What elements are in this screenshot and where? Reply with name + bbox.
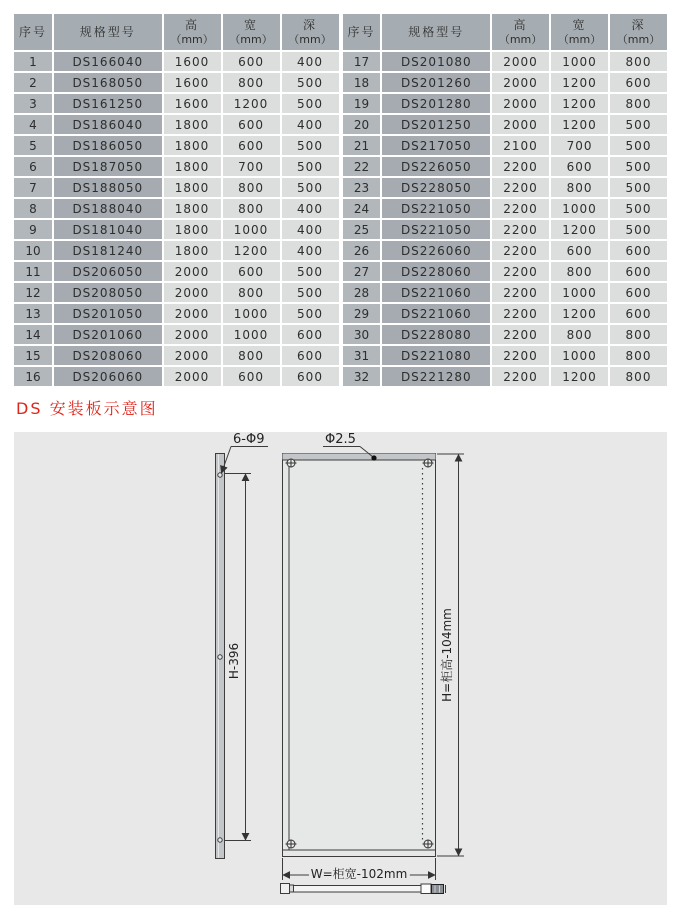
row-index-cell: 24 — [343, 199, 381, 218]
width-cell: 800 — [223, 178, 280, 197]
depth-cell: 600 — [282, 367, 339, 386]
front-view — [283, 454, 436, 857]
height-cell: 2200 — [492, 178, 549, 197]
width-cell: 600 — [223, 136, 280, 155]
height-cell: 2000 — [492, 94, 549, 113]
height-cell: 2200 — [492, 367, 549, 386]
spec-row — [343, 178, 668, 197]
width-cell: 1000 — [223, 325, 280, 344]
col-header-model: 规格型号 — [54, 14, 162, 50]
model-cell: DS221060 — [382, 304, 490, 323]
width-cell: 600 — [223, 262, 280, 281]
height-cell: 2200 — [492, 199, 549, 218]
side-hole-bottom — [218, 838, 222, 842]
spec-row — [14, 325, 339, 344]
row-index-cell: 13 — [14, 304, 52, 323]
model-cell: DS188040 — [54, 199, 162, 218]
spec-row — [343, 325, 668, 344]
width-cell: 1200 — [551, 304, 608, 323]
spec-row — [14, 157, 339, 176]
spec-row — [343, 304, 668, 323]
depth-cell: 500 — [282, 304, 339, 323]
depth-cell: 500 — [610, 136, 667, 155]
row-index-cell: 2 — [14, 73, 52, 92]
spec-row — [343, 283, 668, 302]
model-cell: DS201050 — [54, 304, 162, 323]
width-cell: 800 — [551, 262, 608, 281]
spec-row — [14, 94, 339, 113]
height-cell: 1600 — [164, 73, 221, 92]
height-cell: 2200 — [492, 220, 549, 239]
technical-drawing — [14, 432, 667, 905]
model-cell: DS208060 — [54, 346, 162, 365]
model-cell: DS186040 — [54, 115, 162, 134]
spec-row — [343, 199, 668, 218]
height-cell: 2200 — [492, 262, 549, 281]
height-cell: 2000 — [492, 115, 549, 134]
spec-row — [14, 220, 339, 239]
height-cell: 1800 — [164, 220, 221, 239]
col-header-model: 规格型号 — [382, 14, 490, 50]
height-cell: 2000 — [492, 73, 549, 92]
model-cell: DS208050 — [54, 283, 162, 302]
model-cell: DS217050 — [382, 136, 490, 155]
reference-dot — [371, 455, 376, 460]
depth-cell: 600 — [610, 241, 667, 260]
bar-end-detail — [432, 885, 446, 894]
spec-row — [14, 241, 339, 260]
model-cell: DS181240 — [54, 241, 162, 260]
depth-cell: 500 — [282, 94, 339, 113]
depth-cell: 400 — [282, 115, 339, 134]
row-index-cell: 20 — [343, 115, 381, 134]
height-cell: 2200 — [492, 283, 549, 302]
model-cell: DS186050 — [54, 136, 162, 155]
section-title: DS 安装板示意图 — [16, 399, 158, 418]
model-cell: DS201260 — [382, 73, 490, 92]
plate-height-label: H=柜高-104mm — [440, 608, 454, 702]
model-cell: DS206060 — [54, 367, 162, 386]
model-cell: DS166040 — [54, 52, 162, 71]
row-index-cell: 23 — [343, 178, 381, 197]
height-cell: 1800 — [164, 136, 221, 155]
model-cell: DS201080 — [382, 52, 490, 71]
height-cell: 2000 — [164, 346, 221, 365]
depth-cell: 400 — [282, 220, 339, 239]
depth-cell: 500 — [610, 178, 667, 197]
height-cell: 2000 — [492, 52, 549, 71]
depth-cell: 500 — [610, 115, 667, 134]
bar-left-cap — [281, 884, 290, 894]
model-cell: DS228060 — [382, 262, 490, 281]
row-index-cell: 3 — [14, 94, 52, 113]
side-view — [216, 454, 225, 859]
width-cell: 800 — [223, 199, 280, 218]
row-index-cell: 7 — [14, 178, 52, 197]
width-cell: 1000 — [223, 220, 280, 239]
depth-cell: 400 — [282, 241, 339, 260]
model-cell: DS228050 — [382, 178, 490, 197]
height-cell: 1800 — [164, 157, 221, 176]
depth-cell: 600 — [282, 346, 339, 365]
row-index-cell: 6 — [14, 157, 52, 176]
row-index-cell: 25 — [343, 220, 381, 239]
spec-row — [14, 199, 339, 218]
depth-cell: 600 — [282, 325, 339, 344]
depth-cell: 800 — [610, 367, 667, 386]
model-cell: DS221050 — [382, 199, 490, 218]
model-cell: DS221050 — [382, 220, 490, 239]
row-index-cell: 11 — [14, 262, 52, 281]
width-cell: 800 — [551, 178, 608, 197]
model-cell: DS181040 — [54, 220, 162, 239]
row-index-cell: 27 — [343, 262, 381, 281]
spec-row — [14, 73, 339, 92]
spec-table-right — [341, 12, 670, 388]
row-index-cell: 29 — [343, 304, 381, 323]
spec-row — [14, 367, 339, 386]
width-cell: 800 — [223, 283, 280, 302]
callout-holes — [222, 432, 269, 473]
depth-cell: 600 — [610, 304, 667, 323]
spec-row — [343, 220, 668, 239]
depth-cell: 500 — [282, 136, 339, 155]
width-cell: 1200 — [551, 94, 608, 113]
spec-header-row — [14, 14, 339, 50]
row-index-cell: 8 — [14, 199, 52, 218]
top-view-bar — [281, 884, 446, 894]
width-cell: 800 — [223, 346, 280, 365]
row-index-cell: 1 — [14, 52, 52, 71]
model-cell: DS226060 — [382, 241, 490, 260]
width-cell: 1000 — [223, 304, 280, 323]
col-header-index: 序号 — [14, 14, 52, 50]
row-index-cell: 12 — [14, 283, 52, 302]
col-header-width: 宽 （mm） — [223, 14, 280, 50]
plate-width-label: W=柜宽-102mm — [310, 867, 408, 881]
depth-cell: 500 — [282, 178, 339, 197]
depth-cell: 500 — [610, 220, 667, 239]
width-cell: 1200 — [551, 73, 608, 92]
depth-cell: 500 — [282, 157, 339, 176]
depth-cell: 400 — [282, 52, 339, 71]
side-hole-middle — [218, 655, 222, 659]
side-height-label: H-396 — [227, 642, 241, 680]
width-cell: 1000 — [551, 199, 608, 218]
depth-cell: 500 — [610, 199, 667, 218]
width-cell: 1200 — [551, 115, 608, 134]
row-index-cell: 9 — [14, 220, 52, 239]
row-index-cell: 21 — [343, 136, 381, 155]
height-cell: 2200 — [492, 304, 549, 323]
row-index-cell: 31 — [343, 346, 381, 365]
width-cell: 1000 — [551, 52, 608, 71]
depth-cell: 800 — [610, 325, 667, 344]
spec-row — [14, 52, 339, 71]
side-hole-top — [218, 473, 222, 477]
spec-row — [343, 136, 668, 155]
spec-row — [343, 157, 668, 176]
depth-cell: 800 — [610, 94, 667, 113]
width-cell: 600 — [551, 157, 608, 176]
height-cell: 2200 — [492, 157, 549, 176]
col-header-depth: 深 （mm） — [610, 14, 667, 50]
depth-cell: 400 — [282, 199, 339, 218]
model-cell: DS228080 — [382, 325, 490, 344]
width-cell: 700 — [551, 136, 608, 155]
height-cell: 2000 — [164, 262, 221, 281]
depth-cell: 500 — [610, 157, 667, 176]
spec-row — [343, 241, 668, 260]
width-cell: 800 — [551, 325, 608, 344]
height-cell: 2000 — [164, 283, 221, 302]
height-cell: 1600 — [164, 94, 221, 113]
model-cell: DS221080 — [382, 346, 490, 365]
height-cell: 2200 — [492, 241, 549, 260]
height-cell: 2000 — [164, 304, 221, 323]
row-index-cell: 17 — [343, 52, 381, 71]
model-cell: DS221280 — [382, 367, 490, 386]
mounting-plate-diagram — [14, 432, 667, 905]
model-cell: DS201060 — [54, 325, 162, 344]
spec-row — [343, 94, 668, 113]
model-cell: DS201250 — [382, 115, 490, 134]
col-header-depth: 深 （mm） — [282, 14, 339, 50]
spec-row — [14, 178, 339, 197]
spec-row — [14, 346, 339, 365]
row-index-cell: 19 — [343, 94, 381, 113]
spec-row — [14, 283, 339, 302]
height-cell: 2000 — [164, 367, 221, 386]
depth-cell: 800 — [610, 346, 667, 365]
width-cell: 800 — [223, 73, 280, 92]
model-cell: DS206050 — [54, 262, 162, 281]
col-header-height: 高 （mm） — [164, 14, 221, 50]
row-index-cell: 15 — [14, 346, 52, 365]
width-cell: 1200 — [223, 241, 280, 260]
model-cell: DS221060 — [382, 283, 490, 302]
row-index-cell: 28 — [343, 283, 381, 302]
width-cell: 1200 — [223, 94, 280, 113]
spec-table-section — [12, 12, 669, 388]
model-cell: DS226050 — [382, 157, 490, 176]
model-cell: DS168050 — [54, 73, 162, 92]
depth-cell: 600 — [610, 283, 667, 302]
width-cell: 1200 — [551, 367, 608, 386]
model-cell: DS161250 — [54, 94, 162, 113]
model-cell: DS201280 — [382, 94, 490, 113]
spec-row — [343, 52, 668, 71]
row-index-cell: 32 — [343, 367, 381, 386]
row-index-cell: 30 — [343, 325, 381, 344]
spec-table-left — [12, 12, 341, 388]
width-cell: 1000 — [551, 283, 608, 302]
hole-dia-label: Φ2.5 — [325, 432, 356, 447]
row-index-cell: 5 — [14, 136, 52, 155]
width-cell: 1000 — [551, 346, 608, 365]
spec-row — [343, 367, 668, 386]
height-cell: 1800 — [164, 199, 221, 218]
depth-cell: 500 — [282, 73, 339, 92]
width-cell: 600 — [551, 241, 608, 260]
spec-row — [343, 73, 668, 92]
depth-cell: 800 — [610, 52, 667, 71]
model-cell: DS188050 — [54, 178, 162, 197]
spec-header-row — [343, 14, 668, 50]
row-index-cell: 4 — [14, 115, 52, 134]
depth-cell: 600 — [610, 262, 667, 281]
row-index-cell: 22 — [343, 157, 381, 176]
height-cell: 1800 — [164, 241, 221, 260]
col-header-width: 宽 （mm） — [551, 14, 608, 50]
row-index-cell: 10 — [14, 241, 52, 260]
width-cell: 1200 — [551, 220, 608, 239]
bar-body — [294, 886, 422, 893]
col-header-index: 序号 — [343, 14, 381, 50]
spec-row — [14, 115, 339, 134]
depth-cell: 500 — [282, 283, 339, 302]
height-cell: 1800 — [164, 178, 221, 197]
spec-row — [343, 262, 668, 281]
col-header-height: 高 （mm） — [492, 14, 549, 50]
bar-right-cap — [421, 884, 431, 894]
height-cell: 1600 — [164, 52, 221, 71]
height-cell: 2100 — [492, 136, 549, 155]
width-cell: 700 — [223, 157, 280, 176]
width-cell: 600 — [223, 367, 280, 386]
height-cell: 2200 — [492, 346, 549, 365]
model-cell: DS187050 — [54, 157, 162, 176]
height-cell: 2200 — [492, 325, 549, 344]
row-index-cell: 18 — [343, 73, 381, 92]
depth-cell: 500 — [282, 262, 339, 281]
spec-row — [14, 136, 339, 155]
holes-label: 6-Φ9 — [233, 432, 265, 447]
height-cell: 2000 — [164, 325, 221, 344]
spec-row — [343, 115, 668, 134]
width-cell: 600 — [223, 52, 280, 71]
width-cell: 600 — [223, 115, 280, 134]
spec-row — [14, 304, 339, 323]
spec-row — [14, 262, 339, 281]
row-index-cell: 26 — [343, 241, 381, 260]
depth-cell: 600 — [610, 73, 667, 92]
row-index-cell: 14 — [14, 325, 52, 344]
spec-row — [343, 346, 668, 365]
height-cell: 1800 — [164, 115, 221, 134]
row-index-cell: 16 — [14, 367, 52, 386]
